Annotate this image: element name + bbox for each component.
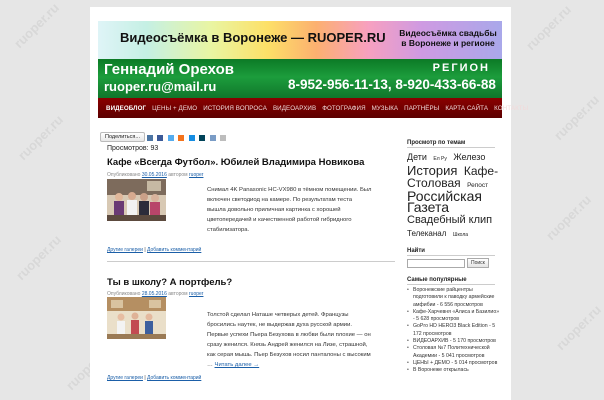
watermark-text: ruoper.ru <box>551 92 603 143</box>
nav-item-prices[interactable]: ЦЕНЫ + ДЕМО <box>152 104 198 112</box>
popular-title: Самые популярные <box>407 277 467 283</box>
search-button[interactable]: Поиск <box>467 258 489 268</box>
facebook-icon[interactable] <box>157 135 163 141</box>
main-nav <box>98 98 529 118</box>
tag-link[interactable]: Дети <box>407 152 427 162</box>
post-separator <box>107 261 395 262</box>
share-icons <box>147 128 226 146</box>
post-date-link[interactable]: 28.05.2016 <box>141 291 167 297</box>
odnoklassniki-icon[interactable] <box>178 135 184 141</box>
tag-link[interactable]: Ел Ру <box>433 156 447 162</box>
banner-top <box>98 21 502 59</box>
search-input[interactable] <box>407 259 465 268</box>
comment-link[interactable]: Добавить комментарий <box>147 375 202 381</box>
post-title[interactable]: Ты в школу? А портфель? <box>107 277 233 288</box>
nav-item-videoblog[interactable]: ВИДЕОБЛОГ <box>106 104 147 112</box>
post-footer: Другие галереи | Добавить комментарий <box>107 247 202 253</box>
tag-link[interactable]: Железо <box>453 152 486 162</box>
comment-link[interactable]: Добавить комментарий <box>147 247 202 253</box>
category-link[interactable]: Другие галереи <box>107 247 143 253</box>
category-link[interactable]: Другие галереи <box>107 375 143 381</box>
watermark-text: ruoper.ru <box>63 342 115 393</box>
search-title: Найти <box>407 248 425 254</box>
post-date-link[interactable]: 30.05.2016 <box>141 172 167 178</box>
mailru-icon[interactable] <box>189 135 195 141</box>
photo-image <box>107 179 166 221</box>
post-meta <box>107 172 203 178</box>
post-thumbnail[interactable] <box>107 179 166 221</box>
popular-item[interactable]: • ЦЕНЫ + ДЕМО - 5 014 просмотров <box>407 360 502 367</box>
nav-item-music[interactable]: МУЗЫКА <box>371 104 399 112</box>
tag-link[interactable]: История <box>407 163 458 178</box>
watermark-text: ruoper.ru <box>15 112 67 163</box>
watermark-text: ruoper.ru <box>523 2 575 53</box>
tags-title: Просмотр по темам <box>407 140 466 146</box>
post-excerpt-text: Толстой сделал Наташе четверых детей. Французы бросились наутек, не выдержав духа русской армии. Первые успехи Пьера Безухова в любви были плохие — он сразу женился. Князь Андрей женился на Лизе, страшной, как серая мышь. Пьер Безухов носил панталоны с высоким … <box>207 312 371 368</box>
watermark-text: ruoper.ru <box>543 192 595 243</box>
search-form <box>407 258 502 268</box>
contact-email: ruoper.ru@mail.ru <box>104 79 217 94</box>
watermark-text: ruoper.ru <box>553 302 604 353</box>
post-thumbnail[interactable] <box>107 297 166 339</box>
tag-link[interactable]: Школа <box>452 232 469 238</box>
nav-item-photo[interactable]: ФОТОГРАФИЯ <box>322 104 366 112</box>
tag-link[interactable]: Свадебный клип <box>407 214 493 226</box>
tag-link[interactable]: Российская Газета <box>407 188 482 215</box>
site-subtitle: Видеосъёмка свадьбы в Воронеже и регионе <box>399 28 497 48</box>
tag-link[interactable]: Репост <box>467 182 489 189</box>
popular-item[interactable]: • Столовая №7 Политехнической Академии - 5 041 просмотров <box>407 345 502 360</box>
popular-item[interactable]: • GoPro HD HERO3 Black Edition - 5 172 просмотров <box>407 323 502 338</box>
tag-cloud <box>407 150 502 241</box>
post-author-link[interactable]: ruoper <box>189 172 204 178</box>
page <box>90 7 529 400</box>
post-footer: Другие галереи | Добавить комментарий <box>107 375 202 381</box>
site-title[interactable]: Видеосъёмка в Воронеже — RUOPER.RU <box>120 30 386 45</box>
tag-link[interactable]: Телеканал <box>407 229 447 238</box>
divider <box>407 284 495 285</box>
nav-item-contacts[interactable]: КОНТАКТЫ <box>494 104 529 112</box>
sidebar <box>407 140 502 375</box>
popular-item[interactable]: • В Воронеже открылась <box>407 367 502 374</box>
banner-contact <box>98 59 502 99</box>
post-excerpt <box>207 310 372 370</box>
watermark-text: ruoper.ru <box>13 232 65 283</box>
tag-link[interactable]: Кафе-Столовая <box>407 164 499 190</box>
twitter-icon[interactable] <box>168 135 174 141</box>
views-counter: Просмотров: 93 <box>107 145 159 152</box>
author-prefix: автором <box>168 172 188 178</box>
share-bar <box>100 128 226 146</box>
meta-prefix: Опубликовано <box>107 172 141 178</box>
vk-icon[interactable] <box>147 135 153 141</box>
contact-name: Геннадий Орехов <box>104 61 235 78</box>
email-icon[interactable] <box>220 135 226 141</box>
nav-item-history[interactable]: ИСТОРИЯ ВОПРОСА <box>203 104 267 112</box>
photo-image <box>107 297 166 339</box>
post-title[interactable]: Кафе «Всегда Футбол». Юбилей Владимира Новикова <box>107 157 365 168</box>
contact-region: РЕГИОН <box>432 62 490 74</box>
author-prefix: автором <box>168 291 188 297</box>
popular-item[interactable]: • ВИДЕОАРХИВ - 5 170 просмотров <box>407 338 502 345</box>
popular-item[interactable]: • Воронежские райцентры подготовили к паводку армейские амфибии - 6 556 просмотров <box>407 287 502 309</box>
read-more-link[interactable]: Читать далее → <box>214 362 260 368</box>
nav-item-video-archive[interactable]: ВИДЕОАРХИВ <box>272 104 317 112</box>
popular-list <box>407 287 502 375</box>
watermark-text: ruoper.ru <box>11 0 63 51</box>
meta-prefix: Опубликовано <box>107 291 141 297</box>
nav-item-sitemap[interactable]: КАРТА САЙТА <box>445 104 489 112</box>
livejournal-icon[interactable] <box>199 135 205 141</box>
divider <box>407 255 495 256</box>
post-excerpt: Снимал 4K Panasonic HC-VX980 в тёмном помещении. Был включен светодиод на камере. По результатам теста вышла довольно приличная картинка с хорошей цветопередачей и качественной работой гибридного стабилизатора. <box>207 187 372 233</box>
nav-item-partners[interactable]: ПАРТНЁРЫ <box>404 104 440 112</box>
link-icon[interactable] <box>210 135 216 141</box>
popular-item[interactable]: • Кафе-Харчевня «Алиса и Базилио» - 5 628 просмотров <box>407 309 502 324</box>
post-author-link[interactable]: ruoper <box>189 291 204 297</box>
contact-phones: 8-952-956-11-13, 8-920-433-66-88 <box>288 77 496 92</box>
share-button[interactable]: Поделиться... <box>100 132 145 142</box>
